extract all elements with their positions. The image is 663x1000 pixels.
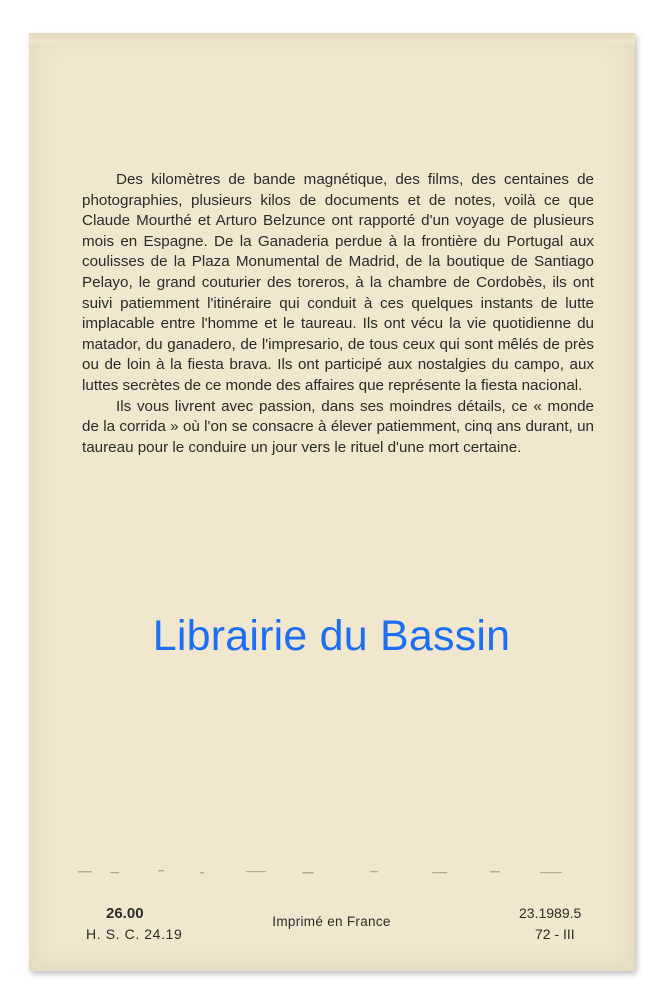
blurb-text	[82, 170, 594, 458]
paper-specks	[70, 866, 590, 878]
blurb-paragraph-2: Ils vous livrent avec passion, dans ses moindres détails, ce « monde de la corrida » où l'on se consacre à élever patiemment, cinq ans durant, un taureau pour le conduire un jour vers le rituel d'une mort certaine.	[82, 397, 594, 456]
cover-top-edge	[29, 33, 635, 43]
printed-in-france: Imprimé en France	[272, 914, 391, 929]
blurb-paragraph-1: Des kilomètres de bande magnétique, des films, des centaines de photographies, plusieurs kilos de documents et de notes, voilà ce que Claude Mourthé et Arturo Belzunce ont rapporté d'un voyage de plusieurs mois en Espagne. De la Ganaderia perdue à la frontière du Portugal aux coulisses de la Plaza Monumental de Madrid, de la boutique de Santiago Pelayo, le grand couturier des toreros, à la chambre de Cordobès, ils ont suivi patiemment l'itinéraire qui conduit à ces quelques instants de lutte implacable entre l'homme et le taureau. Ils ont vécu la vie quotidienne du matador, du ganadero, de l'impresario, de tous ceux qui sont mêlés de près ou de loin à la fiesta brava. Ils ont participé aux nostalgies du campo, aux luttes secrètes de ce monde des affaires que représente la fiesta nacional.	[82, 171, 594, 394]
reference-number: 23.1989.5	[519, 905, 582, 921]
reference-series: 72 - III	[535, 926, 575, 942]
watermark-text: Librairie du Bassin	[152, 612, 511, 660]
publisher-code: H. S. C. 24.19	[86, 926, 183, 942]
price-label: 26.00	[106, 905, 144, 922]
